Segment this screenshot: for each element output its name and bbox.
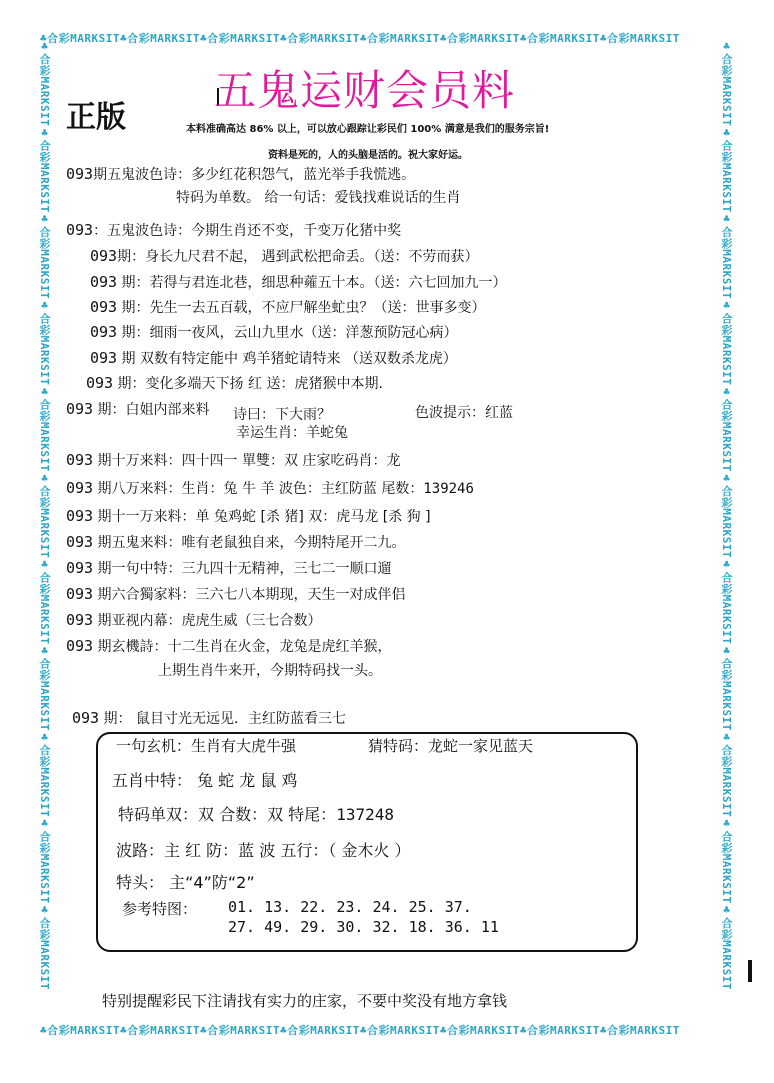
tip-line-18: 093 期亚视内幕：虎虎生威（三七合数） (66, 611, 322, 629)
tip-line-5: 093 期：若得与君连北巷，细思种蕹五十本。（送：六七回加九一） (90, 273, 507, 291)
tip-color-hint: 色波提示：红蓝 (415, 405, 513, 421)
subtitle-luck: 资料是死的，人的头脑是活的。祝大家好运。 (268, 150, 468, 161)
footer-warning: 特别提醒彩民下注请找有实力的庄家，不要中奖没有地方拿钱 (102, 992, 508, 1010)
tip-lucky-zodiac: 幸运生肖：羊蛇兔 (236, 425, 348, 441)
tip-line-21: 093 期： 鼠目寸光无远见．主红防蓝看三七 (72, 709, 346, 727)
tip-line-20: 上期生肖牛来开，今期特码找一头。 (158, 663, 382, 679)
tip-line-1: 093期五鬼波色诗：多少红花积怨气，蓝光举手我慌逃。 (66, 165, 416, 183)
box-caite: 猜特码：龙蛇一家见蓝天 (368, 737, 534, 755)
tip-poem: 诗曰：下大雨？ (233, 407, 331, 423)
box-yiju: 一句玄机：生肖有大虎牛强 (116, 737, 297, 755)
tip-line-7: 093 期：细雨一夜风，云山九里水（送：洋葱预防冠心病） (90, 323, 458, 341)
tip-line-13: 093 期八万来料：生肖：兔 牛 羊 波色：主红防蓝 尾数：139246 (66, 479, 474, 497)
scan-edge-mark (748, 960, 752, 982)
border-watermark-bottom: ♣合彩MARKSIT♣合彩MARKSIT♣合彩MARKSIT♣合彩MARKSIT♣合彩MARKSIT♣合彩MARKSIT♣合彩MARKSIT♣合彩MARKSIT (40, 1024, 680, 1037)
box-danshuang: 特码单双：双 合数：双 特尾：137248 (118, 805, 394, 824)
tip-line-10: 093 期：白姐内部来料 (66, 400, 210, 418)
subtitle-accuracy: 本料准确高达 86% 以上，可以放心跟踪让彩民们 100% 满意是我们的服务宗旨! (186, 124, 550, 135)
box-cankao-label: 参考特图： (122, 900, 198, 918)
box-cankao-row2: 27. 49. 29. 30. 32. 18. 36. 11 (228, 918, 499, 936)
tip-line-12: 093 期十万来料：四十四一 單雙：双 庄家吃码肖：龙 (66, 451, 401, 469)
tip-line-19: 093 期玄機詩：十二生肖在火金，龙兔是虎红羊猴， (66, 637, 392, 655)
tip-line-16: 093 期一句中特：三九四十无精神，三七二一顺口遛 (66, 559, 392, 577)
box-cankao-row1: 01. 13. 22. 23. 24. 25. 37. (228, 898, 472, 916)
tip-line-4: 093期：身长九尺君不起， 遇到武松把命丢。（送：不劳而获） (90, 247, 479, 265)
tip-line-15: 093 期五鬼来料：唯有老鼠独自来，今期特尾开二九。 (66, 533, 406, 551)
tip-line-8: 093 期 双数有特定能中 鸡羊猪蛇请特来 （送双数杀龙虎） (90, 349, 457, 367)
authentic-badge: 正版 (66, 100, 126, 135)
border-watermark-left: ♣合彩MARKSIT♣合彩MARKSIT♣合彩MARKSIT♣合彩MARKSIT♣合彩MARKSIT♣合彩MARKSIT♣合彩MARKSIT♣合彩MARKSIT♣合彩MARKSIT♣合彩MARKSIT♣合彩MARKSIT (38, 40, 51, 990)
box-tetou: 特头： 主“4”防“2” (116, 873, 255, 892)
page-title: 五鬼运财会员料 (214, 66, 516, 115)
tip-line-9: 093 期：变化多端天下扬 红 送：虎猪猴中本期. (86, 374, 383, 392)
tip-line-2: 特码为单数。 给一句话：爱钱找难说话的生肖 (176, 190, 461, 206)
border-watermark-right: ♣合彩MARKSIT♣合彩MARKSIT♣合彩MARKSIT♣合彩MARKSIT♣合彩MARKSIT♣合彩MARKSIT♣合彩MARKSIT♣合彩MARKSIT♣合彩MARKSIT♣合彩MARKSIT♣合彩MARKSIT (720, 40, 733, 990)
tip-line-6: 093 期：先生一去五百载，不应尸解坐虻虫？（送：世事多变） (90, 298, 486, 316)
tip-line-14: 093 期十一万来料：单 兔鸡蛇 [杀 猪] 双：虎马龙 [杀 狗 ] (66, 507, 431, 525)
tip-line-3: 093：五鬼波色诗：今期生肖还不变，千变万化猪中奖 (66, 221, 402, 239)
border-watermark-top: ♣合彩MARKSIT♣合彩MARKSIT♣合彩MARKSIT♣合彩MARKSIT♣合彩MARKSIT♣合彩MARKSIT♣合彩MARKSIT♣合彩MARKSIT (40, 32, 680, 45)
box-bolu: 波路：主 红 防：蓝 波 五行：（ 金木火 ） (116, 841, 411, 860)
tip-line-17: 093 期六合獨家料：三六七八本期现，天生一对成伴侣 (66, 585, 406, 603)
box-wuxiao: 五肖中特： 兔 蛇 龙 鼠 鸡 (112, 771, 298, 790)
